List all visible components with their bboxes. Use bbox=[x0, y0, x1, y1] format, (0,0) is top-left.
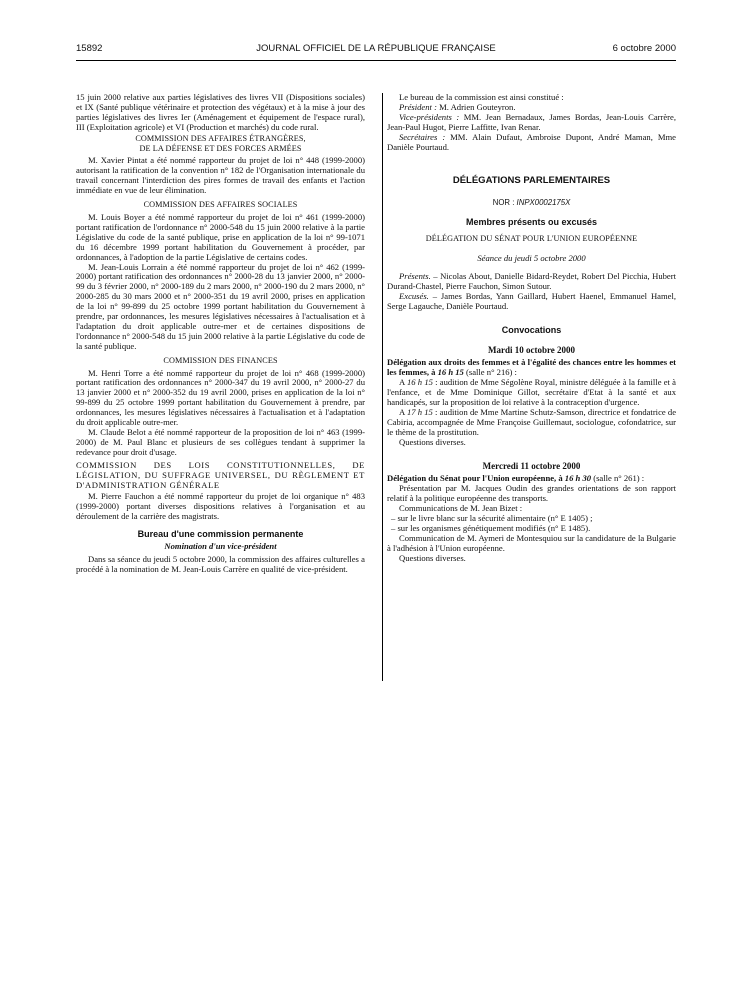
label: Secrétaires : bbox=[399, 131, 446, 142]
paragraph bbox=[387, 378, 676, 408]
paragraph: Présentation par M. Jacques Oudin des grandes orientations de son rapport relatif à la politique européenne des transports. bbox=[387, 483, 676, 504]
journal-title: JOURNAL OFFICIEL DE LA RÉPUBLIQUE FRANÇAISE bbox=[256, 43, 496, 54]
commission-title bbox=[76, 134, 365, 154]
meeting-heading bbox=[387, 358, 676, 378]
label: Vice-présidents : bbox=[399, 111, 460, 122]
paragraph: M. Claude Belot a été nommé rapporteur de la proposition de loi n° 463 (1999-2000) de M. Paul Blanc et plusieurs de ses collègues tendant à supprimer la redevance pour droit d'usage. bbox=[76, 427, 365, 457]
text: – James Bordas, Yann Gaillard, Hubert Haenel, Emmanuel Hamel, Serge Lagauche, Danièle Pourtaud. bbox=[387, 290, 676, 311]
delegation-title: DÉLÉGATION DU SÉNAT POUR L'UNION EUROPÉENNE bbox=[425, 234, 638, 244]
meeting-body: Délégation aux droits des femmes et à l'égalité des chances entre les hommes et les femmes, à bbox=[387, 357, 676, 378]
commission-title: COMMISSION DES AFFAIRES SOCIALES bbox=[143, 200, 298, 210]
label: Présents. bbox=[399, 270, 431, 281]
time: 17 h 15 bbox=[406, 406, 433, 417]
meeting-time: 16 h 15 bbox=[437, 367, 464, 378]
paragraph: M. Henri Torre a été nommé rapporteur du projet de loi n° 468 (1999-2000) portant ratification des ordonnances n° 2000-347 du 19 avril 2000, n° 2000-27 du 13 janvier 2000 et n° 2000-352 du 19 avril 2000, prises en application de la loi n° 99-899 du 25 octobre 1999 portant habilitation du Gouvernement à prendre, par ordonnances, les mesures législatives nécessaires à l'actualisation et à l'adaptation du droit applicable outre-mer. bbox=[76, 367, 365, 428]
paragraph: Communication de M. Aymeri de Montesquiou sur la candidature de la Bulgarie à l'adhésion à l'Union européenne. bbox=[387, 532, 676, 553]
paragraph bbox=[387, 113, 676, 133]
paragraph: Dans sa séance du jeudi 5 octobre 2000, la commission des affaires culturelles a procédé à la nomination de M. Jean-Louis Carrère en qualité de vice-président. bbox=[76, 553, 365, 574]
paragraph: Questions diverses. bbox=[399, 552, 466, 563]
paragraph bbox=[387, 133, 676, 153]
paragraph bbox=[387, 292, 676, 312]
meeting-room: (salle n° 216) : bbox=[463, 367, 517, 378]
text: A bbox=[399, 377, 407, 388]
header-rule bbox=[76, 60, 676, 61]
nor-reference bbox=[387, 198, 676, 208]
section-heading: Membres présents ou excusés bbox=[465, 217, 598, 228]
paragraph: M. Xavier Pintat a été nommé rapporteur du projet de loi n° 448 (1999-2000) autorisant la ratification de la convention n° 182 de l'Organisation internationale du travail concernant l'interdiction des pires formes de travail des enfants et l'action immédiate en vue de leur élimination. bbox=[76, 155, 365, 196]
paragraph: M. Jean-Louis Lorrain a été nommé rapporteur du projet de loi n° 462 (1999-2000) portant ratification des ordonnances n° 2000-28 du 13 janvier 2000, n° 2000-99 du 3 février 2000, n° 2000-189 du 2 mars 2000, n° 2000-190 du 2 mars 2000, n° 2000-285 du 30 mars 2000 et n° 2000-351 du 19 avril 2000, prises en application de la loi n° 99-899 du 25 octobre 1999 portant habilitation du Gouvernement à prendre, par ordonnances, les mesures législatives nécessaires à l'actualisation et à l'adaptation du droit applicable outre-mer et de certaines dispositions de l'ordonnance n° 2000-548 du 15 juin 2000 relative à la partie Législative du code de la santé publique. bbox=[76, 261, 365, 351]
commission-title-line: COMMISSION DES AFFAIRES ÉTRANGÈRES, bbox=[135, 133, 306, 143]
page-number: 15892 bbox=[76, 43, 103, 54]
meeting-time: 16 h 30 bbox=[564, 473, 592, 484]
label: Excusés. bbox=[399, 290, 429, 301]
text: : audition de Mme Martine Schutz-Samson, directrice et fondatrice de Cabiria, accompagnée de Mme Françoise Guillemaut, sociologue, cofondatrice, sur le thème de la prostitution. bbox=[387, 406, 677, 437]
session-title: Séance du jeudi 5 octobre 2000 bbox=[477, 253, 586, 264]
issue-date: 6 octobre 2000 bbox=[612, 43, 676, 54]
intro-paragraph: 15 juin 2000 relative aux parties législatives des livres VII (Dispositions sociales) et IX (Santé publique vétérinaire et protection des végétaux) et à la mise à jour des parties législatives des livres Ier (Aménagement et équipement de l'espace rural), III (Exploitation agricole) et VI (Production et marchés) du code rural. bbox=[76, 92, 365, 132]
day-heading: Mardi 10 octobre 2000 bbox=[487, 344, 576, 355]
right-column bbox=[387, 93, 676, 564]
meeting-body: Délégation du Sénat pour l'Union européenne, à bbox=[387, 473, 565, 484]
paragraph: Questions diverses. bbox=[399, 436, 466, 447]
section-subheading: Nomination d'un vice-président bbox=[164, 541, 277, 552]
time: 16 h 15 bbox=[406, 377, 433, 388]
text: A bbox=[399, 406, 407, 417]
list-item: – sur le livre blanc sur la sécurité alimentaire (n° E 1405) ; bbox=[391, 513, 593, 524]
column-divider bbox=[382, 93, 383, 681]
paragraph: M. Pierre Fauchon a été nommé rapporteur du projet de loi organique n° 483 (1999-2000) portant diverses dispositions relatives à l'organisation et au déroulement de la carrière des magistrats. bbox=[76, 491, 365, 522]
text: MM. Jean Bernadaux, James Bordas, Jean-Louis Carrère, Jean-Paul Hugot, Pierre Laffitte, Ivan Renar. bbox=[387, 111, 676, 132]
meeting-room: (salle n° 261) : bbox=[591, 473, 645, 484]
text: MM. Alain Dufaut, Ambroise Dupont, André Maman, Mme Danièle Pourtaud. bbox=[387, 131, 676, 152]
paragraph: Le bureau de la commission est ainsi constitué : bbox=[399, 92, 564, 102]
commission-title-line: DE LA DÉFENSE ET DES FORCES ARMÉES bbox=[139, 143, 302, 153]
left-column bbox=[76, 93, 365, 575]
commission-title: COMMISSION DES LOIS CONSTITUTIONNELLES, DE LÉGISLATION, DU SUFFRAGE UNIVERSEL, DU RÈGLEMENT ET D'ADMINISTRATION GÉNÉRALE bbox=[76, 459, 365, 490]
list-item: – sur les organismes génétiquement modifiés (n° E 1485). bbox=[391, 523, 591, 533]
section-heading: Convocations bbox=[501, 324, 562, 335]
commission-title: COMMISSION DES FINANCES bbox=[163, 355, 278, 365]
nor-label: NOR : bbox=[492, 198, 517, 208]
text: – Nicolas About, Danielle Bidard-Reydet, Robert Del Picchia, Hubert Durand-Chastel, Pierre Fauchon, Simon Sutour. bbox=[387, 270, 676, 291]
paragraph: Communications de M. Jean Bizet : bbox=[399, 503, 523, 514]
paragraph bbox=[387, 272, 676, 292]
paragraph bbox=[387, 408, 676, 438]
text: : audition de Mme Ségolène Royal, ministre déléguée à la famille et à l'enfance, et de Mme Dominique Gillot, secrétaire d'Etat à la santé et aux handicapés, sur la proposition de loi relative à la contraception d'urgence. bbox=[387, 377, 676, 408]
day-heading: Mercredi 11 octobre 2000 bbox=[482, 460, 581, 471]
page-header bbox=[76, 43, 676, 57]
text: M. Adrien Gouteyron. bbox=[436, 101, 516, 112]
nor-code: INPX0002175X bbox=[516, 198, 571, 208]
label: Président : bbox=[399, 101, 437, 112]
section-heading: Bureau d'une commission permanente bbox=[137, 529, 304, 540]
paragraph: M. Louis Boyer a été nommé rapporteur du projet de loi n° 461 (1999-2000) portant ratification de l'ordonnance n° 2000-548 du 15 juin 2000 relative à la partie Législative du code de la santé publique, prise en application de la loi n° 99-1071 du 16 décembre 1999 portant habilitation du Gouvernement à procéder, par ordonnances, à l'adoption de la partie Législative de certains codes. bbox=[76, 211, 365, 262]
section-heading: DÉLÉGATIONS PARLEMENTAIRES bbox=[452, 175, 611, 187]
